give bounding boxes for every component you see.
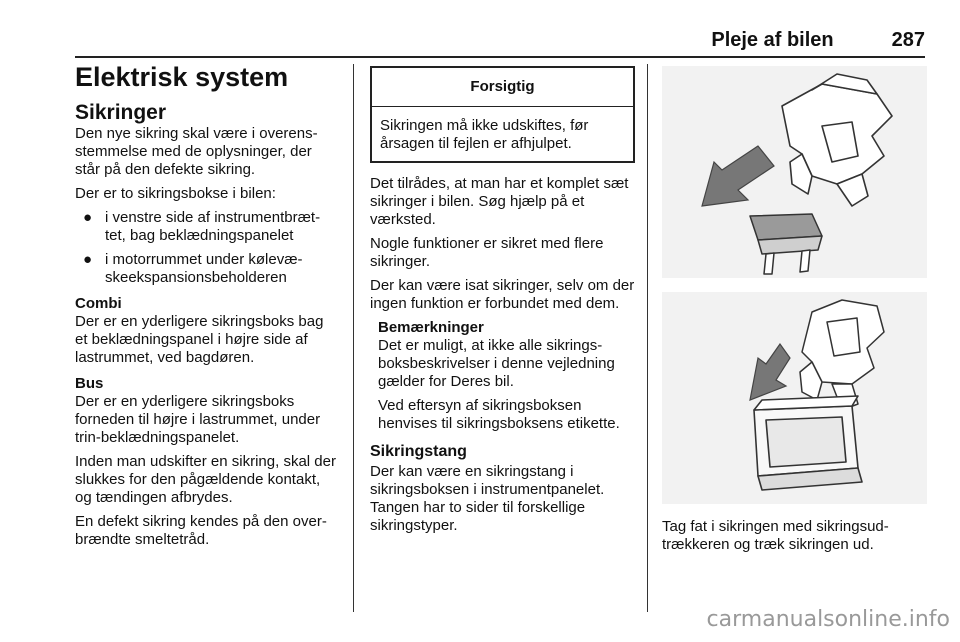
fuse-puller-illustration — [662, 66, 927, 278]
paragraph: Nogle funktioner er sikret med flere sikringer. — [370, 235, 604, 270]
watermark: carmanualsonline.info — [706, 607, 950, 632]
note-paragraph: Ved eftersyn af sikringsboksen henvises til sikringsboksens etikette. — [378, 397, 620, 432]
bullet-icon: ● — [83, 209, 93, 226]
paragraph: Der er en yderligere sikringsboks forneden til højre i lastrummet, under trin-beklædningspanelet. — [75, 393, 321, 446]
paragraph: Der kan være en sikringstang i sikringsboksen i instrumentpanelet. Tangen har to sider til forskellige sikringstyper. — [370, 463, 605, 534]
paragraph: Der er to sikringsbokse i bilen: — [75, 185, 276, 202]
paragraph: En defekt sikring kendes på den over-brændte smeltetråd. — [75, 513, 327, 548]
section-heading: Sikringer — [75, 101, 167, 124]
caution-text: Sikringen må ikke udskiftes, før årsagen til fejlen er afhjulpet. — [380, 117, 589, 152]
paragraph: Der er en yderligere sikringsboks bag et beklædningspanel i højre side af lastrummet, ved bagdøren. — [75, 313, 324, 366]
list-item — [75, 209, 340, 245]
note-block — [370, 319, 635, 433]
section-heading: Sikringstang — [370, 443, 467, 460]
paragraph: Inden man udskifter en sikring, skal der slukkes for den pågældende kontakt, og tændingen afbrydes. — [75, 453, 336, 506]
caution-title: Forsigtig — [372, 68, 633, 107]
fuse-puller-figure-2 — [662, 292, 927, 504]
paragraph: Det tilrådes, at man har et komplet sæt sikringer i bilen. Søg hjælp på et værksted. — [370, 175, 629, 228]
page-header — [75, 28, 925, 58]
column-left — [75, 60, 340, 555]
paragraph: Den nye sikring skal være i overens-stemmelse med de oplysninger, der står på den defekte sikring. — [75, 125, 318, 178]
page-title: Elektrisk system — [75, 62, 289, 92]
bullet-icon: ● — [83, 251, 93, 268]
note-heading: Bemærkninger — [378, 319, 484, 336]
bus-heading: Bus — [75, 375, 104, 392]
fuse-removal-illustration — [662, 292, 927, 504]
column-divider — [353, 64, 354, 612]
caution-box — [370, 66, 635, 163]
list-item-text: i venstre side af instrumentbræt-tet, bag beklædningspanelet — [105, 209, 321, 244]
page-number: 287 — [891, 29, 925, 51]
bullet-list — [75, 209, 340, 287]
list-item-text: i motorrummet under kølevæ-skeekspansionsbeholderen — [105, 251, 303, 286]
list-item — [75, 251, 340, 287]
combi-heading: Combi — [75, 295, 122, 312]
section-title: Pleje af bilen — [711, 29, 834, 51]
column-divider — [647, 64, 648, 612]
note-paragraph: Det er muligt, at ikke alle sikrings-boksbeskrivelser i denne vejledning gælder for Deres bil. — [378, 337, 615, 390]
paragraph: Der kan være isat sikringer, selv om der ingen funktion er forbundet med dem. — [370, 277, 635, 312]
fuse-puller-figure-1 — [662, 66, 927, 278]
column-right — [662, 66, 927, 560]
column-middle — [370, 66, 635, 541]
figure-caption: Tag fat i sikringen med sikringsud-trækkeren og træk sikringen ud. — [662, 518, 889, 553]
